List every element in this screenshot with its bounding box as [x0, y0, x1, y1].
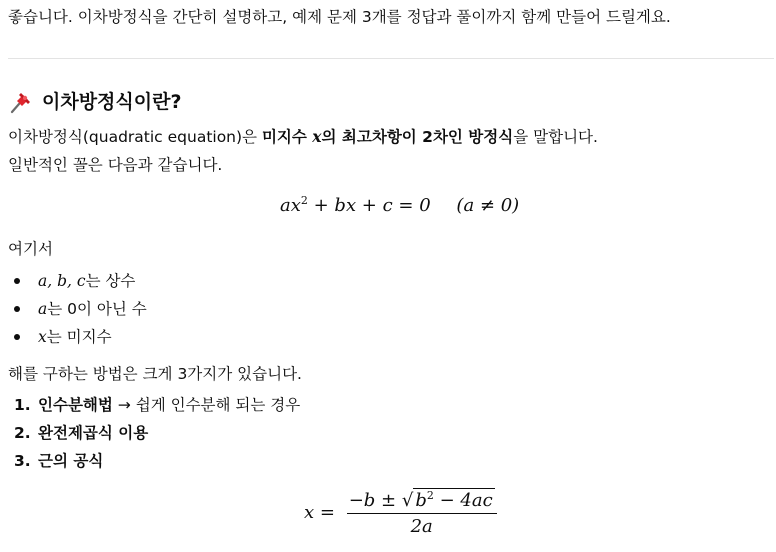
- list-item: [38, 270, 135, 292]
- definition-bold-a: 미지수: [261, 128, 313, 146]
- bullet-text: 는 상수: [85, 272, 136, 290]
- eq-x: x: [290, 195, 301, 216]
- section-heading: [8, 88, 182, 116]
- bullet-text: 는 미지수: [46, 328, 112, 346]
- where-label: 여기서: [8, 240, 53, 258]
- bullet-dot: [14, 306, 20, 312]
- method-title: 인수분해법: [38, 396, 113, 414]
- definition-bold-b: 의 최고차항이 2차인 방정식: [321, 128, 514, 146]
- definition-prefix: 이차방정식(quadratic equation)은: [8, 128, 262, 146]
- eq-condition: (a ≠ 0): [456, 195, 520, 216]
- eq-rest: + bx + c = 0: [307, 195, 431, 216]
- bullet-text: 는 0이 아닌 수: [47, 300, 147, 318]
- sqrt-b: b: [415, 490, 427, 511]
- list-item: [38, 394, 300, 416]
- bullet-math: x: [38, 328, 47, 346]
- general-form-equation: [280, 194, 519, 216]
- method-title: 근의 공식: [38, 452, 104, 470]
- list-item: [38, 450, 103, 472]
- section-title: 이차방정식이란?: [42, 91, 182, 113]
- bullet-dot: [14, 278, 20, 284]
- method-desc: → 쉽게 인수분해 되는 경우: [112, 396, 301, 414]
- formula-numerator: [347, 488, 497, 514]
- definition-line-2: 일반적인 꼴은 다음과 같습니다.: [8, 156, 223, 174]
- list-item: [38, 422, 148, 444]
- sqrt-sign: √: [401, 490, 414, 511]
- method-number: 2.: [14, 424, 31, 442]
- sqrt-body: [413, 488, 494, 511]
- method-title: 완전제곱식 이용: [38, 424, 149, 442]
- list-item: [38, 326, 112, 348]
- eq-exp: 2: [300, 194, 308, 207]
- eq-a: a: [280, 195, 291, 216]
- formula-lhs: x =: [304, 502, 335, 523]
- bullet-math: a: [38, 300, 48, 318]
- intro-text: 좋습니다. 이차방정식을 간단히 설명하고, 예제 문제 3개를 정답과 풀이까지 함께 만들어 드릴게요.: [8, 8, 671, 26]
- method-number: 1.: [14, 396, 31, 414]
- formula-fraction: [347, 488, 497, 537]
- definition-suffix: 을 말합니다.: [513, 128, 598, 146]
- sqrt-rest: − 4ac: [433, 490, 493, 511]
- divider: [8, 58, 774, 59]
- definition-var: x: [312, 127, 322, 146]
- list-item: [38, 298, 147, 320]
- quadratic-formula: [304, 488, 497, 537]
- pushpin-icon: [8, 89, 34, 115]
- sqrt-exp: 2: [426, 489, 434, 502]
- bullet-math: a, b, c: [38, 272, 86, 290]
- bullet-dot: [14, 334, 20, 340]
- formula-denominator: 2a: [410, 516, 433, 537]
- methods-intro: 해를 구하는 방법은 크게 3가지가 있습니다.: [8, 365, 302, 383]
- definition-paragraph: [8, 126, 598, 148]
- method-number: 3.: [14, 452, 31, 470]
- formula-num-prefix: −b ±: [348, 490, 402, 511]
